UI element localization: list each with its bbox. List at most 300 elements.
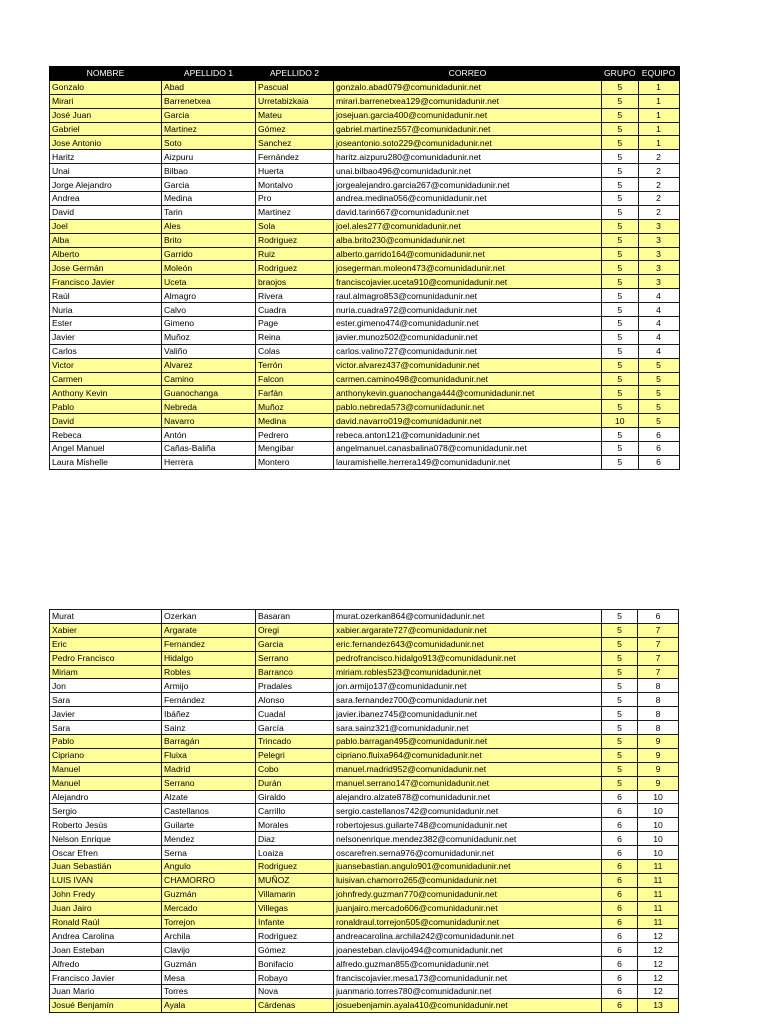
cell-apellido-2: Pedrero [256,428,334,442]
cell-apellido-1: Garcia [162,108,256,122]
cell-correo: miriam.robles523@comunidadunir.net [334,665,602,679]
cell-apellido-1: Almagro [162,289,256,303]
table-row [50,873,679,887]
table-row [50,150,680,164]
cell-apellido-1: Guanochanga [162,386,256,400]
cell-equipo: 3 [638,247,679,261]
cell-correo: juansebastian.angulo901@comunidadunir.net [334,860,602,874]
table-row [50,887,679,901]
cell-apellido-2: Pascual [256,80,334,94]
cell-equipo: 8 [638,707,679,721]
cell-equipo: 2 [638,205,679,219]
cell-apellido-1: Navarro [162,414,256,428]
cell-nombre: Alberto [50,247,162,261]
table-row [50,233,680,247]
cell-apellido-2: Carrillo [256,804,334,818]
cell-apellido-1: Robles [162,665,256,679]
cell-correo: carlos.valino727@comunidadunir.net [334,344,602,358]
cell-grupo: 6 [602,998,638,1012]
cell-apellido-2: Page [256,317,334,331]
cell-equipo: 11 [638,860,679,874]
cell-nombre: Gabriel [50,122,162,136]
cell-grupo: 5 [602,372,639,386]
cell-nombre: Andrea Carolina [50,929,162,943]
cell-correo: eric.fernandez643@comunidadunir.net [334,637,602,651]
cell-nombre: Raúl [50,289,162,303]
cell-equipo: 9 [638,735,679,749]
cell-nombre: Alejandro [50,790,162,804]
cell-apellido-2: Mengibar [256,442,334,456]
cell-correo: david.navarro019@comunidadunir.net [334,414,602,428]
cell-grupo: 5 [602,344,639,358]
cell-correo: pablo.nebreda573@comunidadunir.net [334,400,602,414]
header-row [50,67,680,81]
cell-apellido-1: Muñoz [162,330,256,344]
cell-equipo: 3 [638,233,679,247]
cell-nombre: Nelson Enrique [50,832,162,846]
cell-apellido-2: Muñoz [256,400,334,414]
cell-apellido-1: Serrano [162,776,256,790]
cell-apellido-2: Trincado [256,735,334,749]
cell-nombre: Sergio [50,804,162,818]
table-row [50,372,680,386]
cell-apellido-1: Calvo [162,303,256,317]
cell-grupo: 6 [602,887,638,901]
cell-apellido-1: Barrenetxea [162,94,256,108]
cell-apellido-1: Moleón [162,261,256,275]
cell-grupo: 6 [602,832,638,846]
cell-apellido-2: Diaz [256,832,334,846]
cell-correo: haritz.aizpuru280@comunidadunir.net [334,150,602,164]
table-row [50,289,680,303]
cell-equipo: 9 [638,776,679,790]
cell-correo: david.tarin667@comunidadunir.net [334,205,602,219]
cell-correo: joanesteban.clavijo494@comunidadunir.net [334,943,602,957]
cell-grupo: 6 [602,943,638,957]
cell-apellido-2: Colas [256,344,334,358]
cell-nombre: Mirari [50,94,162,108]
cell-grupo: 5 [602,637,638,651]
cell-nombre: John Fredy [50,887,162,901]
table-row [50,400,680,414]
table-row [50,178,680,192]
cell-correo: juanmario.torres780@comunidadunir.net [334,985,602,999]
cell-equipo: 10 [638,790,679,804]
cell-equipo: 11 [638,901,679,915]
table-row [50,358,680,372]
cell-apellido-1: Cañas-Baliña [162,442,256,456]
table-row [50,428,680,442]
cell-correo: javier.ibanez745@comunidadunir.net [334,707,602,721]
cell-apellido-2: Serrano [256,651,334,665]
cell-apellido-2: Urretabizkaia [256,94,334,108]
cell-apellido-2: Huerta [256,164,334,178]
cell-nombre: Miriam [50,665,162,679]
cell-apellido-2: Garcia [256,637,334,651]
cell-equipo: 7 [638,637,679,651]
roster-body-2 [50,610,679,1013]
cell-equipo: 7 [638,651,679,665]
cell-apellido-1: Tarin [162,205,256,219]
cell-correo: rebeca.anton121@comunidadunir.net [334,428,602,442]
cell-nombre: Javier [50,707,162,721]
cell-grupo: 5 [602,192,639,206]
cell-grupo: 5 [602,233,639,247]
cell-apellido-2: Cuadal [256,707,334,721]
table-row [50,901,679,915]
cell-apellido-2: Bonifacio [256,957,334,971]
cell-correo: jon.armijo137@comunidadunir.net [334,679,602,693]
cell-grupo: 5 [602,665,638,679]
cell-grupo: 5 [602,108,639,122]
cell-correo: johnfredy.guzman770@comunidadunir.net [334,887,602,901]
cell-apellido-2: Reina [256,330,334,344]
cell-nombre: Juan Mario [50,985,162,999]
cell-correo: sara.fernandez700@comunidadunir.net [334,693,602,707]
header-equipo: EQUIPO [638,67,679,81]
cell-nombre: Jorge Alejandro [50,178,162,192]
cell-apellido-1: Madrid [162,762,256,776]
cell-grupo: 5 [602,122,639,136]
cell-apellido-1: Herrera [162,455,256,469]
cell-equipo: 4 [638,344,679,358]
cell-nombre: Joan Esteban [50,943,162,957]
cell-grupo: 5 [602,205,639,219]
cell-grupo: 6 [602,971,638,985]
cell-apellido-2: Cárdenas [256,998,334,1012]
cell-apellido-2: Montalvo [256,178,334,192]
cell-grupo: 5 [602,721,638,735]
table-row [50,846,679,860]
table-row [50,414,680,428]
cell-equipo: 12 [638,971,679,985]
cell-equipo: 10 [638,832,679,846]
cell-apellido-2: Medina [256,414,334,428]
cell-grupo: 5 [602,386,639,400]
cell-apellido-2: Mateu [256,108,334,122]
cell-equipo: 5 [638,358,679,372]
cell-nombre: David [50,414,162,428]
cell-apellido-1: Ozerkan [162,610,256,624]
table-row [50,637,679,651]
cell-apellido-1: Guzmán [162,957,256,971]
cell-equipo: 5 [638,400,679,414]
table-row [50,317,680,331]
table-row [50,303,680,317]
cell-nombre: Carmen [50,372,162,386]
cell-nombre: Javier [50,330,162,344]
cell-apellido-2: Villegas [256,901,334,915]
cell-apellido-1: Ales [162,219,256,233]
cell-apellido-2: Terrón [256,358,334,372]
cell-nombre: Francisco Javier [50,971,162,985]
cell-apellido-1: Barragán [162,735,256,749]
cell-grupo: 5 [602,762,638,776]
cell-correo: luisivan.chamorro265@comunidadunir.net [334,873,602,887]
cell-apellido-1: Mercado [162,901,256,915]
cell-equipo: 1 [638,122,679,136]
cell-correo: franciscojavier.uceta910@comunidadunir.net [334,275,602,289]
cell-grupo: 5 [602,150,639,164]
cell-grupo: 6 [602,860,638,874]
cell-nombre: Jose Antonio [50,136,162,150]
cell-grupo: 5 [602,261,639,275]
cell-equipo: 5 [638,372,679,386]
cell-correo: gonzalo.abad079@comunidadunir.net [334,80,602,94]
cell-nombre: Victor [50,358,162,372]
cell-correo: franciscojavier.mesa173@comunidadunir.net [334,971,602,985]
cell-grupo: 5 [602,442,639,456]
cell-apellido-1: CHAMORRO [162,873,256,887]
cell-grupo: 5 [602,317,639,331]
cell-equipo: 12 [638,957,679,971]
cell-apellido-2: Rodriguez [256,929,334,943]
table-row [50,943,679,957]
table-row [50,818,679,832]
cell-apellido-2: Cuadra [256,303,334,317]
cell-correo: raul.almagro853@comunidadunir.net [334,289,602,303]
cell-equipo: 1 [638,80,679,94]
cell-apellido-2: Alonso [256,693,334,707]
cell-equipo: 12 [638,929,679,943]
table-row [50,623,679,637]
cell-nombre: Jon [50,679,162,693]
table-row [50,721,679,735]
cell-equipo: 2 [638,164,679,178]
cell-correo: sara.sainz321@comunidadunir.net [334,721,602,735]
cell-grupo: 5 [602,707,638,721]
cell-equipo: 6 [638,442,679,456]
cell-nombre: Angel Manuel [50,442,162,456]
cell-nombre: Anthony Kevin [50,386,162,400]
cell-apellido-2: Barranco [256,665,334,679]
cell-equipo: 3 [638,261,679,275]
cell-apellido-1: Valiño [162,344,256,358]
table-row [50,386,680,400]
cell-nombre: Pedro Francisco [50,651,162,665]
cell-apellido-1: Brito [162,233,256,247]
cell-grupo: 5 [602,748,638,762]
cell-equipo: 11 [638,887,679,901]
cell-apellido-1: Aizpuru [162,150,256,164]
cell-nombre: Pablo [50,400,162,414]
cell-apellido-1: Soto [162,136,256,150]
cell-correo: javier.munoz502@comunidadunir.net [334,330,602,344]
roster-table-2 [49,609,679,1013]
cell-apellido-1: Argarate [162,623,256,637]
cell-equipo: 2 [638,192,679,206]
table-row [50,790,679,804]
cell-apellido-1: Armijo [162,679,256,693]
header-correo: CORREO [334,67,602,81]
table-row [50,261,680,275]
cell-grupo: 5 [602,679,638,693]
cell-apellido-2: Gómez [256,943,334,957]
roster-table-1 [49,66,680,470]
cell-equipo: 2 [638,178,679,192]
cell-grupo: 5 [602,80,639,94]
cell-grupo: 5 [602,219,639,233]
cell-apellido-2: Fernández [256,150,334,164]
cell-apellido-2: Giraldo [256,790,334,804]
cell-equipo: 10 [638,818,679,832]
cell-grupo: 5 [602,735,638,749]
cell-apellido-1: Garcia [162,178,256,192]
cell-correo: alba.brito230@comunidadunir.net [334,233,602,247]
table-row [50,455,680,469]
cell-correo: alfredo.guzman855@comunidadunir.net [334,957,602,971]
cell-apellido-2: García [256,721,334,735]
cell-grupo: 5 [602,623,638,637]
table-row [50,344,680,358]
cell-nombre: Jose Germán [50,261,162,275]
table-row [50,735,679,749]
cell-apellido-1: Ibáñez [162,707,256,721]
cell-equipo: 1 [638,108,679,122]
cell-nombre: Oscar Efren [50,846,162,860]
table-row [50,762,679,776]
cell-correo: andrea.medina056@comunidadunir.net [334,192,602,206]
cell-apellido-1: Fernandez [162,637,256,651]
table-row [50,832,679,846]
cell-apellido-2: Cobo [256,762,334,776]
cell-apellido-1: Guilarte [162,818,256,832]
cell-apellido-1: Torrejon [162,915,256,929]
cell-equipo: 1 [638,94,679,108]
cell-grupo: 5 [602,275,639,289]
table-row [50,957,679,971]
table-row [50,610,679,624]
cell-grupo: 10 [602,414,639,428]
table-row [50,776,679,790]
table-row [50,80,680,94]
cell-apellido-2: Rodriguez [256,860,334,874]
cell-apellido-2: Falcon [256,372,334,386]
cell-grupo: 6 [602,901,638,915]
cell-apellido-2: Infante [256,915,334,929]
cell-equipo: 8 [638,693,679,707]
cell-apellido-2: Durán [256,776,334,790]
cell-correo: xabier.argarate727@comunidadunir.net [334,623,602,637]
cell-equipo: 2 [638,150,679,164]
table-row [50,275,680,289]
cell-equipo: 11 [638,873,679,887]
cell-grupo: 5 [602,289,639,303]
table-row [50,442,680,456]
cell-nombre: Alba [50,233,162,247]
table-row [50,330,680,344]
cell-apellido-1: Fernández [162,693,256,707]
cell-equipo: 4 [638,330,679,344]
header-apellido-1: APELLIDO 1 [162,67,256,81]
cell-apellido-2: Loaiza [256,846,334,860]
cell-equipo: 12 [638,985,679,999]
cell-apellido-2: Rodriguez [256,261,334,275]
cell-grupo: 6 [602,957,638,971]
cell-equipo: 13 [638,998,679,1012]
cell-correo: carmen.camino498@comunidadunir.net [334,372,602,386]
cell-equipo: 4 [638,317,679,331]
table-row [50,929,679,943]
cell-grupo: 5 [602,178,639,192]
cell-equipo: 6 [638,455,679,469]
cell-apellido-2: braojos [256,275,334,289]
cell-grupo: 6 [602,804,638,818]
cell-apellido-2: Villamarin [256,887,334,901]
cell-nombre: LUIS IVAN [50,873,162,887]
cell-equipo: 7 [638,623,679,637]
cell-grupo: 5 [602,303,639,317]
cell-apellido-2: Robayo [256,971,334,985]
cell-grupo: 6 [602,985,638,999]
cell-nombre: David [50,205,162,219]
cell-grupo: 5 [602,247,639,261]
cell-apellido-1: Uceta [162,275,256,289]
cell-correo: cipriano.fluixa964@comunidadunir.net [334,748,602,762]
cell-apellido-2: Montero [256,455,334,469]
cell-apellido-1: Fluixa [162,748,256,762]
cell-equipo: 4 [638,303,679,317]
table-row [50,665,679,679]
cell-grupo: 6 [602,818,638,832]
cell-apellido-2: Oregi [256,623,334,637]
cell-apellido-1: Sainz [162,721,256,735]
cell-apellido-2: Nova [256,985,334,999]
cell-correo: unai.bilbao496@comunidadunir.net [334,164,602,178]
cell-correo: anthonykevin.guanochanga444@comunidadunir.net [334,386,602,400]
cell-nombre: Murat [50,610,162,624]
cell-nombre: Juan Sebastián [50,860,162,874]
table-row [50,707,679,721]
table-row [50,804,679,818]
cell-equipo: 3 [638,275,679,289]
table-row [50,136,680,150]
cell-nombre: Laura Mishelle [50,455,162,469]
cell-apellido-2: Pro [256,192,334,206]
cell-correo: oscarefren.serna976@comunidadunir.net [334,846,602,860]
cell-grupo: 6 [602,846,638,860]
cell-grupo: 5 [602,330,639,344]
cell-equipo: 1 [638,136,679,150]
cell-equipo: 10 [638,846,679,860]
cell-nombre: Alfredo [50,957,162,971]
table-row [50,748,679,762]
cell-correo: pedrofrancisco.hidalgo913@comunidadunir.net [334,651,602,665]
table-row [50,247,680,261]
cell-grupo: 5 [602,164,639,178]
header-apellido-2: APELLIDO 2 [256,67,334,81]
cell-nombre: Sara [50,721,162,735]
cell-apellido-1: Nebreda [162,400,256,414]
cell-grupo: 6 [602,790,638,804]
table-row [50,122,680,136]
cell-apellido-2: Martinez [256,205,334,219]
cell-apellido-1: Mendez [162,832,256,846]
cell-equipo: 3 [638,219,679,233]
cell-correo: andreacarolina.archila242@comunidadunir.net [334,929,602,943]
cell-grupo: 5 [602,428,639,442]
cell-correo: lauramishelle.herrera149@comunidadunir.net [334,455,602,469]
cell-equipo: 7 [638,665,679,679]
cell-grupo: 5 [602,610,638,624]
cell-apellido-2: Sola [256,219,334,233]
cell-apellido-1: Guzmán [162,887,256,901]
cell-correo: joel.ales277@comunidadunir.net [334,219,602,233]
cell-equipo: 6 [638,610,679,624]
table-row [50,971,679,985]
cell-nombre: José Juan [50,108,162,122]
cell-nombre: Eric [50,637,162,651]
